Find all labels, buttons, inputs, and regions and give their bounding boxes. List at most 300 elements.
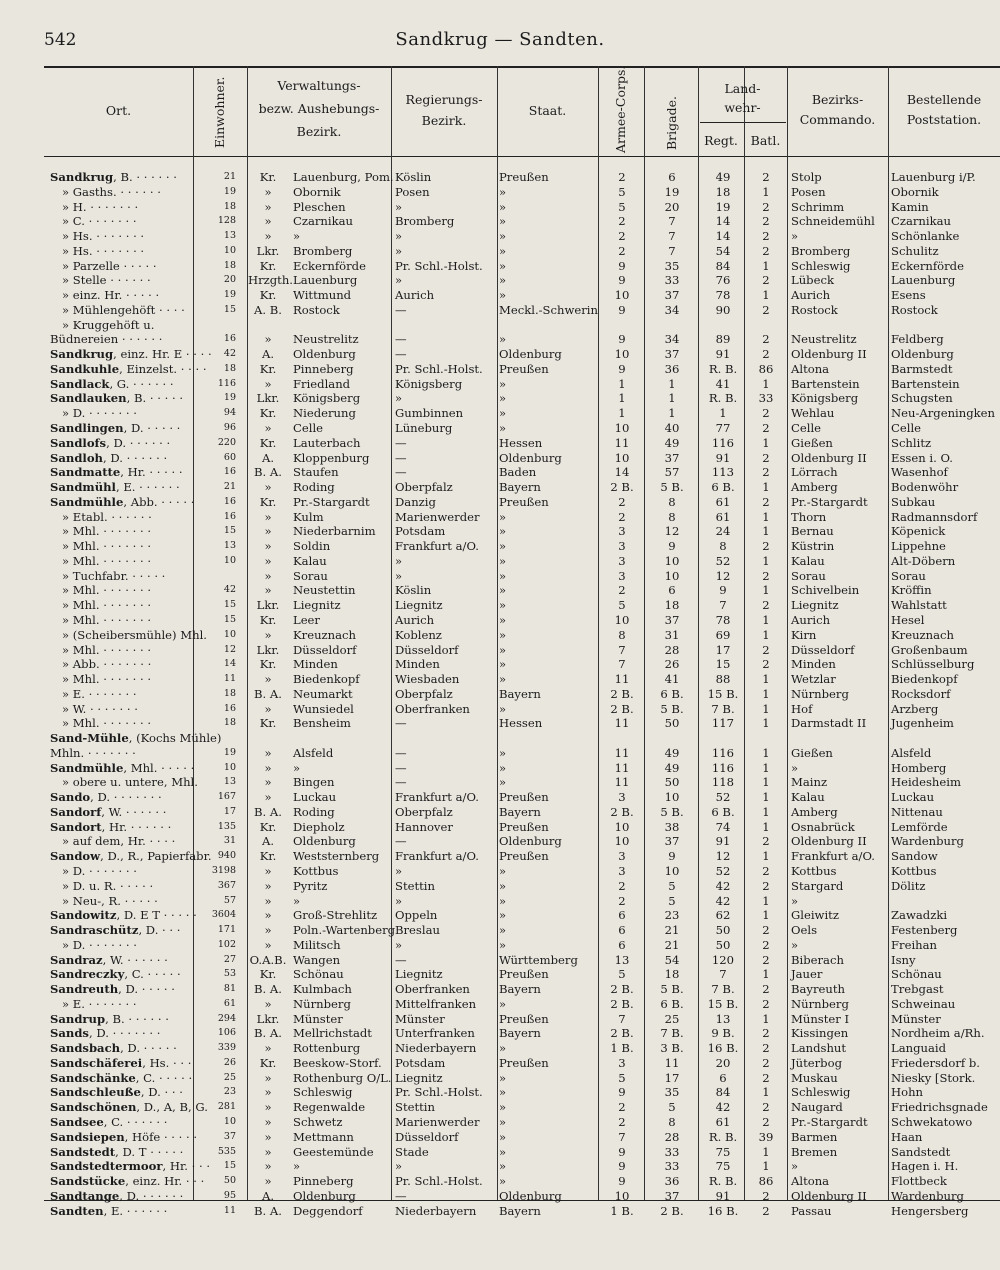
- cell-rg: 50: [715, 923, 731, 938]
- cell-ein: 94: [223, 407, 236, 419]
- cell-reg: Breslau: [395, 923, 440, 938]
- cell-sta: Oldenburg: [499, 1188, 562, 1203]
- cell-pst: Languaid: [891, 1041, 947, 1056]
- cell-reg: —: [395, 435, 407, 450]
- cell-pst: Nittenau: [891, 804, 943, 819]
- cell-kom: Stargard: [791, 878, 844, 893]
- cell-reg: —: [395, 760, 407, 775]
- cell-sta: Bayern: [499, 686, 541, 701]
- cell-ac: 3: [618, 863, 626, 878]
- cell-rg: R. B.: [708, 361, 738, 376]
- cell-sta: »: [499, 1085, 507, 1100]
- cell-ver: »: [264, 1100, 272, 1115]
- cell-sta: »: [499, 1041, 507, 1056]
- cell-bt: 2: [762, 302, 770, 317]
- cell-rg: 16 B.: [707, 1041, 739, 1056]
- place-name: Sandreczky: [50, 967, 125, 982]
- cell-br: 38: [664, 819, 680, 834]
- cell-pst: Friedersdorf b.: [891, 1055, 980, 1070]
- table-row: [0, 391, 1000, 406]
- header-landwehr-1: Land-: [724, 81, 761, 96]
- cell-ver: Kr.: [259, 288, 277, 303]
- cell-reg: Liegnitz: [395, 1070, 443, 1085]
- cell-rg: R. B.: [708, 391, 738, 406]
- cell-bt: 2: [762, 1188, 770, 1203]
- cell-ver: »: [264, 553, 272, 568]
- header-verwaltung-2: bezw. Aushebungs-: [258, 101, 380, 116]
- cell-reg: —: [395, 775, 407, 790]
- cell-reg: Oberfranken: [395, 701, 470, 716]
- table-row: [0, 495, 1000, 510]
- cell-rg: 78: [715, 612, 731, 627]
- cell-bt: 1: [762, 184, 770, 199]
- cell-ac: 13: [614, 952, 630, 967]
- cell-ac: 8: [618, 627, 626, 642]
- cell-ver: Lkr.: [256, 598, 280, 613]
- cell-kom: Wehlau: [791, 406, 835, 421]
- cell-ac: 2 B.: [610, 804, 634, 819]
- place-name: Sandlack: [50, 376, 110, 391]
- cell-ein: 339: [217, 1042, 236, 1054]
- cell-bt: 2: [762, 494, 770, 509]
- cell-reg: Köslin: [395, 583, 432, 598]
- cell-reg: Bromberg: [395, 214, 455, 229]
- cell-br: 10: [664, 553, 680, 568]
- cell-kom: »: [791, 760, 799, 775]
- table-row: [0, 1159, 1000, 1174]
- cell-pst: Isny: [891, 952, 916, 967]
- cell-rg: 84: [715, 258, 731, 273]
- cell-br: 20: [664, 199, 680, 214]
- cell-reg: Niederbayern: [395, 1041, 477, 1056]
- cell-ver: »: [264, 214, 272, 229]
- cell-rg: 61: [715, 1115, 731, 1129]
- cell-ver: »: [264, 229, 272, 244]
- table-row: [0, 1026, 1000, 1041]
- cell-br: 7: [668, 214, 676, 229]
- place-name: Sandraz: [50, 952, 103, 967]
- cell-pst: Neu-Argeningken: [891, 406, 996, 421]
- cell-kom: Gießen: [791, 745, 833, 760]
- cell-rg: 15 B.: [707, 686, 739, 701]
- cell-sta: »: [499, 1174, 507, 1189]
- cell-ver: Kr.: [259, 967, 277, 982]
- place-name: Sandlofs: [50, 435, 107, 450]
- cell-ac: 5: [618, 967, 626, 982]
- cell-bez: Leer: [293, 612, 320, 627]
- cell-bez: Schönau: [293, 967, 344, 982]
- place-detail: , Hr. · · · · ·: [120, 465, 183, 480]
- place-name: Sandschönen: [50, 1100, 137, 1115]
- cell-sta: »: [499, 243, 507, 258]
- cell-bez: Luckau: [293, 790, 337, 805]
- cell-reg: Frankfurt a/O.: [395, 539, 479, 554]
- cell-ac: 10: [614, 1188, 630, 1203]
- cell-bez: Roding: [293, 480, 335, 495]
- cell-rg: 9 B.: [711, 1026, 735, 1041]
- cell-ver: »: [264, 1129, 272, 1144]
- cell-kom: Nürnberg: [791, 996, 849, 1011]
- cell-sta: »: [499, 273, 507, 288]
- cell-rg: 1: [719, 406, 727, 421]
- cell-br: 9: [668, 539, 676, 554]
- cell-reg: —: [395, 332, 407, 347]
- cell-rg: 88: [715, 672, 731, 687]
- table-row: [0, 687, 1000, 702]
- place-detail: » E. · · · · · · ·: [62, 996, 137, 1011]
- table-row: [0, 480, 1000, 495]
- cell-bt: 2: [762, 199, 770, 214]
- cell-bt: 2: [762, 937, 770, 952]
- table-row: [0, 731, 1000, 746]
- cell-pst: Biedenkopf: [891, 672, 958, 687]
- cell-ein: 95: [223, 1189, 236, 1201]
- cell-sta: »: [499, 672, 507, 687]
- cell-ver: »: [264, 421, 272, 436]
- cell-ein: 26: [223, 1056, 236, 1068]
- cell-kom: Stolp: [791, 170, 822, 184]
- cell-ein: 25: [223, 1071, 236, 1083]
- place-detail: , D. · · · · · ·: [106, 435, 171, 450]
- cell-ein: 15: [223, 599, 236, 611]
- cell-rg: 6 B.: [711, 480, 735, 495]
- cell-ein: 220: [217, 436, 236, 448]
- cell-reg: Wiesbaden: [395, 672, 460, 687]
- cell-ac: 7: [618, 657, 626, 672]
- cell-ver: O.A.B.: [249, 952, 287, 967]
- cell-br: 35: [664, 1085, 680, 1100]
- cell-ac: 2: [618, 494, 626, 509]
- cell-sta: »: [499, 612, 507, 627]
- cell-sta: Preußen: [499, 1011, 549, 1026]
- cell-kom: »: [791, 229, 799, 244]
- cell-br: 49: [664, 745, 680, 760]
- cell-bez: Groß-Strehlitz: [293, 908, 378, 923]
- cell-reg: Frankfurt a/O.: [395, 790, 479, 805]
- cell-rg: 91: [715, 450, 731, 465]
- cell-bt: 1: [762, 509, 770, 524]
- cell-br: 31: [664, 627, 680, 642]
- table-row: [0, 938, 1000, 953]
- cell-bt: 2: [762, 598, 770, 613]
- cell-sta: Preußen: [499, 967, 549, 982]
- place-name: Sandmühl: [50, 480, 116, 495]
- cell-reg: »: [395, 1159, 403, 1174]
- place-detail: » D. u. R. · · · · ·: [62, 878, 154, 893]
- cell-bt: 2: [762, 273, 770, 288]
- cell-bez: Wangen: [293, 952, 341, 967]
- cell-pst: Hagen i. H.: [891, 1159, 959, 1174]
- cell-ein: 15: [223, 303, 236, 315]
- cell-ein: 57: [223, 894, 236, 906]
- cell-ver: Hrzgth.: [248, 273, 293, 288]
- cell-bez: Lauenburg: [293, 273, 358, 288]
- table-row: [0, 923, 1000, 938]
- place-detail: » D. · · · · · · ·: [62, 937, 137, 952]
- cell-sta: »: [499, 1070, 507, 1085]
- table-row: [0, 1100, 1000, 1115]
- cell-rg: 12: [715, 849, 731, 864]
- cell-br: 10: [664, 790, 680, 805]
- place-detail: , D. · · ·: [138, 923, 181, 938]
- cell-pst: Eckernförde: [891, 258, 964, 273]
- cell-bez: Kulm: [293, 509, 324, 524]
- cell-bt: 1: [762, 908, 770, 923]
- cell-reg: —: [395, 465, 407, 480]
- cell-rg: 84: [715, 1085, 731, 1100]
- cell-pst: Haan: [891, 1129, 923, 1144]
- table-row: [0, 510, 1000, 525]
- header-bezirkscommando-2: Commando.: [799, 112, 876, 127]
- cell-bt: 2: [762, 1100, 770, 1115]
- cell-bt: 1: [762, 760, 770, 775]
- table-row: [0, 377, 1000, 392]
- cell-sta: Meckl.-Schwerin: [499, 302, 598, 317]
- cell-rg: 69: [715, 627, 731, 642]
- place-name: Sandstedt: [50, 1144, 116, 1159]
- header-bottom-rule: [44, 156, 1000, 157]
- table-row: [0, 1012, 1000, 1027]
- cell-bez: Geestemünde: [293, 1144, 374, 1159]
- cell-pst: Kamin: [891, 199, 929, 214]
- cell-sta: »: [499, 376, 507, 391]
- cell-br: 57: [664, 465, 680, 480]
- cell-reg: Niederbayern: [395, 1203, 477, 1218]
- cell-ein: 21: [223, 171, 236, 182]
- cell-ein: 16: [223, 333, 236, 345]
- cell-kom: Oldenburg II: [791, 1188, 867, 1203]
- cell-bt: 1: [762, 258, 770, 273]
- cell-pst: Rostock: [891, 302, 938, 317]
- cell-pst: Sandstedt: [891, 1144, 951, 1159]
- cell-bt: 1: [762, 376, 770, 391]
- cell-bez: Sorau: [293, 568, 328, 583]
- cell-ac: 10: [614, 288, 630, 303]
- cell-bez: Minden: [293, 657, 338, 672]
- cell-bt: 2: [762, 878, 770, 893]
- cell-kom: Landshut: [791, 1041, 847, 1056]
- cell-sta: Oldenburg: [499, 450, 562, 465]
- cell-sta: Bayern: [499, 1026, 541, 1041]
- cell-bt: 1: [762, 1144, 770, 1159]
- landwehr-rule: [700, 122, 786, 123]
- cell-ein: 3198: [211, 864, 236, 876]
- cell-rg: 91: [715, 834, 731, 849]
- cell-kom: Biberach: [791, 952, 844, 967]
- cell-ac: 2 B.: [610, 480, 634, 495]
- table-row: [0, 406, 1000, 421]
- cell-rg: 24: [715, 524, 731, 539]
- cell-br: 41: [664, 672, 680, 687]
- cell-kom: Schivelbein: [791, 583, 860, 598]
- cell-reg: »: [395, 937, 403, 952]
- cell-ver: Kr.: [259, 819, 277, 834]
- cell-ver: »: [264, 863, 272, 878]
- cell-reg: —: [395, 952, 407, 967]
- cell-reg: —: [395, 347, 407, 362]
- table-row: [0, 702, 1000, 717]
- place-detail: , G. · · · · · ·: [109, 376, 174, 391]
- place-name: Sandsbach: [50, 1041, 121, 1056]
- cell-kom: Minden: [791, 657, 836, 672]
- cell-bez: Mettmann: [293, 1129, 354, 1144]
- cell-ac: 2: [618, 583, 626, 598]
- cell-reg: »: [395, 273, 403, 288]
- cell-reg: Danzig: [395, 494, 436, 509]
- cell-kom: Amberg: [791, 480, 838, 495]
- cell-ver: »: [264, 672, 272, 687]
- cell-ver: »: [264, 923, 272, 938]
- cell-bt: 2: [762, 657, 770, 672]
- cell-bez: Rottenburg: [293, 1041, 361, 1056]
- cell-sta: »: [499, 539, 507, 554]
- cell-rg: 76: [715, 273, 731, 288]
- cell-reg: Unterfranken: [395, 1026, 475, 1041]
- cell-kom: Altona: [791, 361, 830, 376]
- place-name: Sandraschütz: [50, 923, 139, 938]
- cell-kom: Neustrelitz: [791, 332, 857, 347]
- cell-bt: 2: [762, 229, 770, 244]
- table-row: [0, 761, 1000, 776]
- cell-rg: 7 B.: [711, 701, 735, 716]
- cell-pst: Bodenwöhr: [891, 480, 959, 495]
- cell-ort: [50, 731, 246, 746]
- cell-rg: 7: [719, 967, 727, 982]
- cell-ver: »: [264, 760, 272, 775]
- cell-ein: 10: [223, 1116, 236, 1127]
- cell-bez: Bensheim: [293, 716, 351, 731]
- header-einwohner: Einwohner.: [212, 76, 227, 148]
- cell-sta: Preußen: [499, 361, 549, 376]
- cell-ac: 2: [618, 509, 626, 524]
- cell-pst: Alt-Döbern: [891, 553, 956, 568]
- cell-rg: 6 B.: [711, 804, 735, 819]
- cell-sta: »: [499, 775, 507, 790]
- place-detail: , Abb. · · · · ·: [123, 494, 195, 509]
- table-row: [0, 1085, 1000, 1100]
- cell-ein: 31: [223, 835, 236, 847]
- cell-bt: 2: [762, 952, 770, 967]
- cell-sta: »: [499, 760, 507, 775]
- cell-bt: 1: [762, 701, 770, 716]
- cell-ac: 2 B.: [610, 1026, 634, 1041]
- cell-bt: 2: [762, 1041, 770, 1056]
- table-row: [0, 229, 1000, 244]
- cell-ver: Kr.: [259, 406, 277, 421]
- cell-sta: »: [499, 288, 507, 303]
- cell-sta: »: [499, 627, 507, 642]
- cell-ein: 294: [217, 1012, 236, 1024]
- place-detail: , D. · · · · · · ·: [88, 1026, 161, 1041]
- cell-ac: 5: [618, 598, 626, 613]
- cell-ver: Kr.: [259, 361, 277, 376]
- cell-br: 6: [668, 170, 676, 184]
- cell-ver: Kr.: [259, 494, 277, 509]
- cell-rg: R. B.: [708, 1174, 738, 1189]
- cell-pst: Lemförde: [891, 819, 948, 834]
- table-row: [0, 465, 1000, 480]
- cell-rg: R. B.: [708, 1129, 738, 1144]
- cell-kom: Oldenburg II: [791, 347, 867, 362]
- cell-reg: »: [395, 568, 403, 583]
- cell-bez: Bingen: [293, 775, 335, 790]
- cell-ac: 5: [618, 1070, 626, 1085]
- cell-kom: Münster I: [791, 1011, 850, 1026]
- cell-rg: 8: [719, 539, 727, 554]
- cell-br: 1: [668, 391, 676, 406]
- cell-pst: Rocksdorf: [891, 686, 951, 701]
- cell-br: 12: [664, 524, 680, 539]
- place-detail: » D. · · · · · · ·: [62, 406, 137, 421]
- cell-reg: Köslin: [395, 170, 432, 184]
- cell-br: 26: [664, 657, 680, 672]
- cell-br: 49: [664, 760, 680, 775]
- cell-pst: Niesky [Stork.: [891, 1070, 976, 1085]
- cell-kom: Pr.-Stargardt: [791, 1115, 868, 1129]
- cell-pst: Hengersberg: [891, 1203, 969, 1218]
- cell-kom: Kalau: [791, 790, 825, 805]
- cell-ver: B. A.: [254, 982, 282, 997]
- cell-br: 33: [664, 1159, 680, 1174]
- cell-bez: Pinneberg: [293, 361, 354, 376]
- cell-rg: 6: [719, 1070, 727, 1085]
- cell-bt: 2: [762, 539, 770, 554]
- table-row: [0, 908, 1000, 923]
- cell-sta: Preußen: [499, 170, 549, 184]
- cell-ver: Kr.: [259, 170, 277, 184]
- cell-bez: Czarnikau: [293, 214, 354, 229]
- cell-ver: »: [264, 627, 272, 642]
- cell-bt: 2: [762, 465, 770, 480]
- cell-br: 10: [664, 863, 680, 878]
- place-detail: » Mhl. · · · · · · ·: [62, 524, 152, 539]
- cell-bt: 1: [762, 672, 770, 687]
- cell-br: 19: [664, 184, 680, 199]
- cell-rg: 20: [715, 1055, 731, 1070]
- cell-bt: 1: [762, 745, 770, 760]
- cell-br: 11: [664, 1055, 680, 1070]
- cell-ac: 6: [618, 937, 626, 952]
- cell-bt: 1: [762, 716, 770, 731]
- cell-reg: Stettin: [395, 878, 435, 893]
- cell-bez: Regenwalde: [293, 1100, 366, 1115]
- cell-sta: »: [499, 996, 507, 1011]
- place-detail: » Mhl. · · · · · · ·: [62, 598, 152, 613]
- cell-bez: Kalau: [293, 553, 327, 568]
- cell-ac: 3: [618, 568, 626, 583]
- place-name: Sandrup: [50, 1011, 106, 1026]
- table-row: [0, 273, 1000, 288]
- cell-ac: 6: [618, 923, 626, 938]
- cell-ac: 2 B.: [610, 701, 634, 716]
- cell-kom: Mainz: [791, 775, 828, 790]
- cell-pst: Flottbeck: [891, 1174, 947, 1189]
- cell-ein: 12: [223, 643, 236, 655]
- cell-rg: 14: [715, 229, 731, 244]
- cell-br: 9: [668, 849, 676, 864]
- cell-ver: B. A.: [254, 804, 282, 819]
- cell-bez: Oldenburg: [293, 1188, 356, 1203]
- cell-ac: 7: [618, 642, 626, 657]
- cell-reg: »: [395, 229, 403, 244]
- table-row: [0, 554, 1000, 569]
- cell-ein: 16: [223, 466, 236, 478]
- cell-ein: 16: [223, 702, 236, 714]
- cell-bez: Diepholz: [293, 819, 345, 834]
- cell-pst: Sorau: [891, 568, 926, 583]
- cell-br: 36: [664, 361, 680, 376]
- header-regierung-2: Bezirk.: [421, 113, 467, 128]
